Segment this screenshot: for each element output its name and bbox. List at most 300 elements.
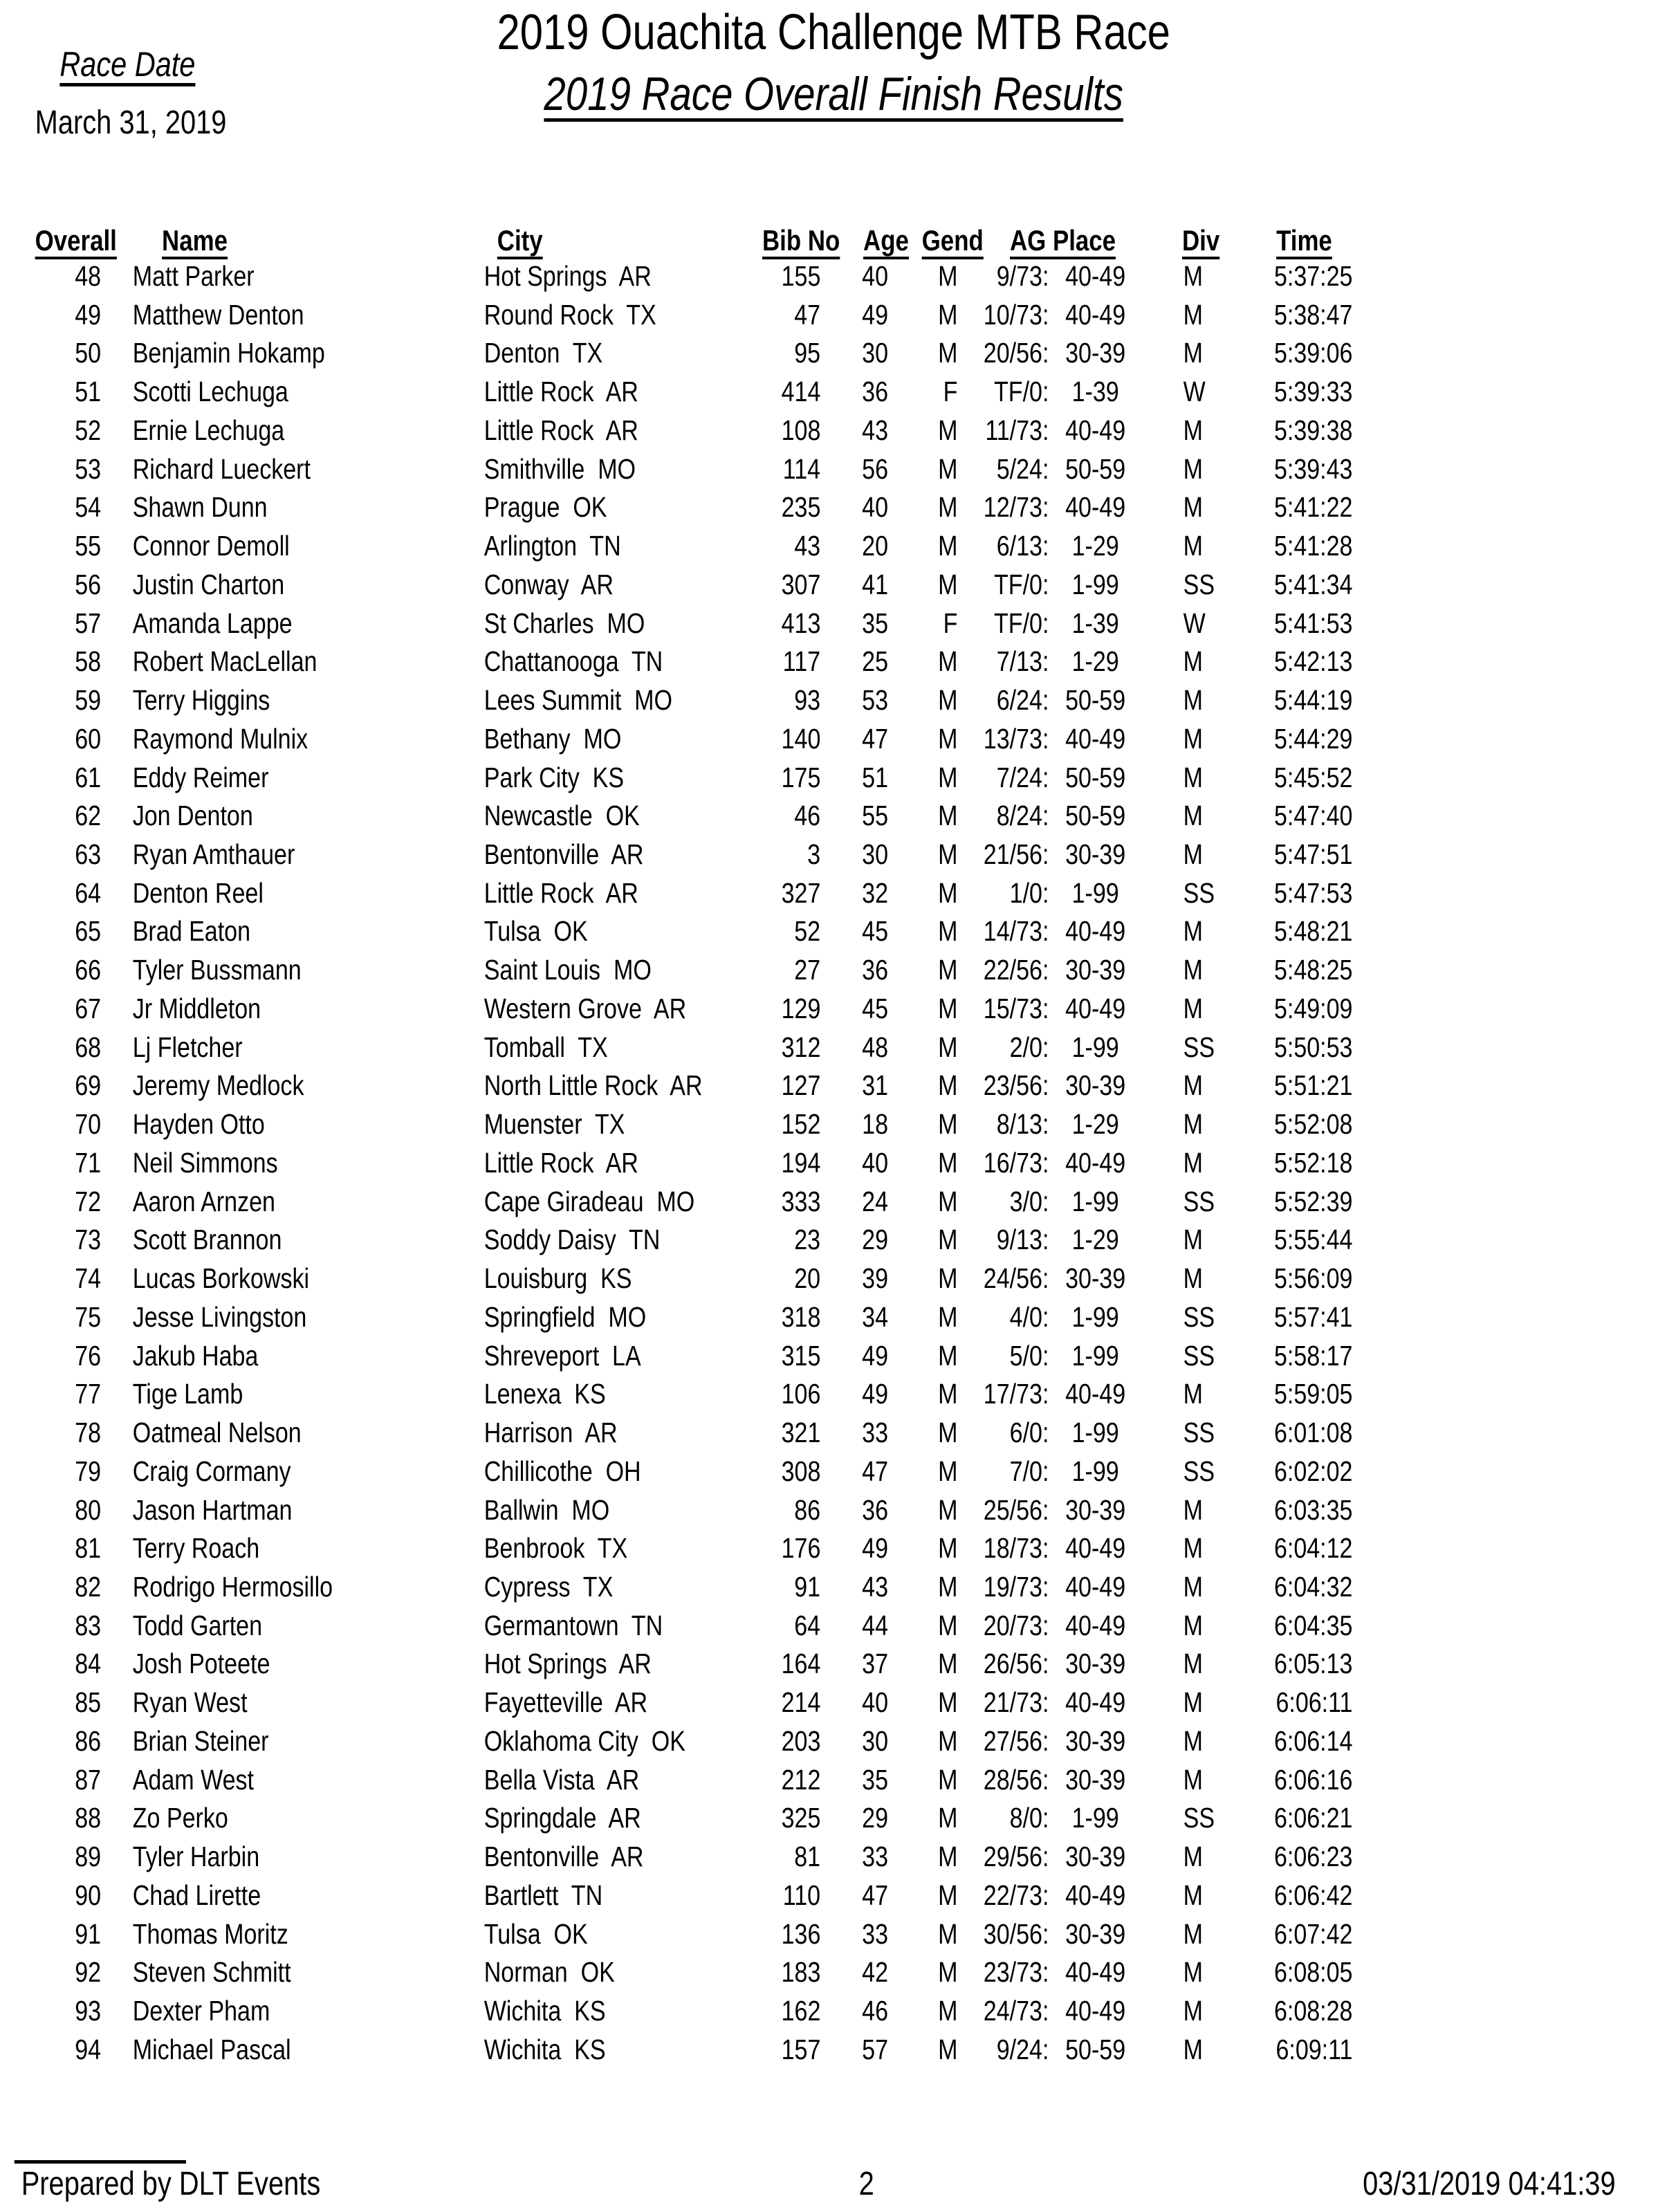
cell-name: Connor Demoll <box>132 530 290 562</box>
cell-name: Josh Poteete <box>132 1648 270 1680</box>
cell-name: Terry Roach <box>132 1532 260 1565</box>
cell-age: 56 <box>862 452 889 485</box>
cell-div: M <box>1183 761 1203 793</box>
cell-time: 5:52:18 <box>1273 1146 1353 1179</box>
cell-age: 43 <box>862 1570 889 1603</box>
cell-time: 6:08:28 <box>1273 1995 1353 2027</box>
cell-time: 5:52:08 <box>1273 1108 1353 1141</box>
cell-time: 6:05:13 <box>1273 1648 1353 1680</box>
cell-name: Tyler Bussmann <box>132 954 302 986</box>
cell-city: Muenster TX <box>483 1108 625 1141</box>
cell-ag-place-range: 30-39 <box>1065 1841 1126 1873</box>
cell-age: 30 <box>862 1724 889 1757</box>
cell-ag-place-rank: 5/24: <box>996 452 1049 485</box>
cell-ag-place-rank: 1/0: <box>1009 876 1049 909</box>
column-header-gend: Gend <box>921 224 984 257</box>
cell-overall: 84 <box>75 1648 102 1680</box>
cell-ag-place-range: 1-99 <box>1071 1802 1119 1834</box>
cell-ag-place-rank: 23/56: <box>983 1069 1049 1102</box>
cell-ag-place-rank: 30/56: <box>983 1917 1049 1950</box>
cell-bib-no: 318 <box>781 1300 821 1333</box>
cell-time: 5:55:44 <box>1273 1224 1353 1256</box>
cell-gend: M <box>938 1532 958 1565</box>
cell-gend: M <box>938 337 958 369</box>
table-row <box>0 566 1667 605</box>
cell-time: 6:02:02 <box>1273 1455 1353 1487</box>
cell-gend: M <box>938 684 958 717</box>
cell-name: Richard Lueckert <box>132 452 311 485</box>
cell-bib-no: 108 <box>781 414 821 446</box>
cell-time: 5:47:40 <box>1273 800 1353 832</box>
cell-ag-place-rank: 14/73: <box>983 915 1049 948</box>
cell-name: Matthew Denton <box>132 298 304 331</box>
cell-time: 5:41:22 <box>1273 491 1353 524</box>
cell-time: 5:42:13 <box>1273 645 1353 678</box>
cell-city: Conway AR <box>483 568 614 600</box>
cell-city: Springfield MO <box>483 1300 647 1333</box>
cell-name: Steven Schmitt <box>132 1956 291 1989</box>
cell-div: M <box>1183 414 1203 446</box>
cell-time: 5:56:09 <box>1273 1262 1353 1295</box>
footer-prepared-by: Prepared by DLT Events <box>21 2166 321 2202</box>
table-row <box>0 1298 1667 1337</box>
cell-time: 5:45:52 <box>1273 761 1353 793</box>
cell-ag-place-range: 40-49 <box>1065 1609 1126 1641</box>
cell-gend: M <box>938 761 958 793</box>
column-header-age: Age <box>863 224 909 257</box>
cell-ag-place-rank: 20/56: <box>983 337 1049 369</box>
cell-name: Todd Garten <box>132 1609 263 1641</box>
cell-gend: M <box>938 1378 958 1410</box>
cell-bib-no: 175 <box>781 761 821 793</box>
cell-overall: 49 <box>75 298 102 331</box>
cell-name: Denton Reel <box>132 876 264 909</box>
cell-city: Fayetteville AR <box>483 1686 648 1719</box>
cell-gend: M <box>938 260 958 292</box>
table-row <box>0 450 1667 489</box>
cell-ag-place-range: 40-49 <box>1065 1378 1126 1410</box>
cell-ag-place-range: 50-59 <box>1065 684 1126 717</box>
cell-div: M <box>1183 838 1203 871</box>
table-row <box>0 1607 1667 1646</box>
cell-ag-place-range: 40-49 <box>1065 992 1126 1024</box>
cell-gend: M <box>938 1455 958 1487</box>
cell-age: 40 <box>862 491 889 524</box>
cell-name: Thomas Moritz <box>132 1917 288 1950</box>
table-row <box>0 1529 1667 1568</box>
cell-overall: 80 <box>75 1493 102 1526</box>
cell-overall: 79 <box>75 1455 102 1487</box>
cell-gend: M <box>938 1417 958 1449</box>
cell-time: 6:06:14 <box>1273 1724 1353 1757</box>
cell-name: Shawn Dunn <box>132 491 268 524</box>
cell-ag-place-range: 1-29 <box>1071 530 1119 562</box>
cell-time: 5:58:17 <box>1273 1339 1353 1372</box>
cell-ag-place-range: 1-99 <box>1071 1031 1119 1063</box>
table-row <box>0 1953 1667 1992</box>
cell-div: SS <box>1183 1339 1215 1372</box>
cell-overall: 67 <box>75 992 102 1024</box>
cell-city: Bethany MO <box>483 722 622 755</box>
cell-overall: 81 <box>75 1532 102 1565</box>
cell-ag-place-rank: 2/0: <box>1009 1031 1049 1063</box>
cell-age: 42 <box>862 1956 889 1989</box>
cell-gend: M <box>938 1763 958 1796</box>
cell-overall: 52 <box>75 414 102 446</box>
cell-gend: F <box>943 376 958 408</box>
cell-bib-no: 321 <box>781 1417 821 1449</box>
cell-overall: 74 <box>75 1262 102 1295</box>
cell-time: 5:51:21 <box>1273 1069 1353 1102</box>
cell-div: M <box>1183 684 1203 717</box>
cell-ag-place-range: 40-49 <box>1065 915 1126 948</box>
page-subtitle: 2019 Race Overall Finish Results <box>544 68 1123 120</box>
cell-overall: 68 <box>75 1031 102 1063</box>
cell-div: M <box>1183 1069 1203 1102</box>
column-header-ag-place: AG Place <box>1009 224 1116 257</box>
cell-age: 41 <box>862 568 889 600</box>
cell-gend: M <box>938 1570 958 1603</box>
cell-div: M <box>1183 1224 1203 1256</box>
cell-name: Rodrigo Hermosillo <box>132 1570 333 1603</box>
cell-gend: M <box>938 838 958 871</box>
cell-gend: M <box>938 645 958 678</box>
cell-div: M <box>1183 1879 1203 1911</box>
cell-bib-no: 315 <box>781 1339 821 1372</box>
cell-gend: M <box>938 876 958 909</box>
cell-bib-no: 325 <box>781 1802 821 1834</box>
cell-age: 53 <box>862 684 889 717</box>
cell-overall: 70 <box>75 1108 102 1141</box>
cell-name: Tyler Harbin <box>132 1841 260 1873</box>
cell-div: M <box>1183 915 1203 948</box>
table-row <box>0 1221 1667 1260</box>
footer-divider-line <box>15 2160 186 2164</box>
cell-div: M <box>1183 530 1203 562</box>
cell-gend: M <box>938 452 958 485</box>
cell-overall: 56 <box>75 568 102 600</box>
cell-name: Scott Brannon <box>132 1224 282 1256</box>
cell-name: Adam West <box>132 1763 254 1796</box>
cell-city: Saint Louis MO <box>483 954 652 986</box>
cell-name: Craig Cormany <box>132 1455 291 1487</box>
cell-city: Wichita KS <box>483 1995 606 2027</box>
cell-city: Benbrook TX <box>483 1532 628 1565</box>
cell-city: Western Grove AR <box>483 992 687 1024</box>
cell-ag-place-range: 1-29 <box>1071 1108 1119 1141</box>
cell-time: 6:07:42 <box>1273 1917 1353 1950</box>
cell-gend: F <box>943 607 958 639</box>
table-row <box>0 257 1667 296</box>
cell-overall: 92 <box>75 1956 102 1989</box>
cell-time: 6:06:21 <box>1273 1802 1353 1834</box>
cell-gend: M <box>938 1262 958 1295</box>
cell-div: SS <box>1183 1455 1215 1487</box>
table-row <box>0 759 1667 798</box>
cell-div: M <box>1183 491 1203 524</box>
cell-city: Little Rock AR <box>483 376 638 408</box>
cell-ag-place-range: 40-49 <box>1065 414 1126 446</box>
cell-overall: 89 <box>75 1841 102 1873</box>
cell-age: 49 <box>862 1378 889 1410</box>
cell-bib-no: 203 <box>781 1724 821 1757</box>
cell-gend: M <box>938 992 958 1024</box>
cell-age: 36 <box>862 376 889 408</box>
cell-age: 40 <box>862 1146 889 1179</box>
cell-overall: 51 <box>75 376 102 408</box>
cell-gend: M <box>938 1956 958 1989</box>
cell-name: Chad Lirette <box>132 1879 261 1911</box>
cell-div: M <box>1183 992 1203 1024</box>
cell-div: M <box>1183 1146 1203 1179</box>
cell-bib-no: 164 <box>781 1648 821 1680</box>
cell-div: M <box>1183 1648 1203 1680</box>
table-row <box>0 1761 1667 1800</box>
cell-ag-place-range: 40-49 <box>1065 491 1126 524</box>
cell-ag-place-rank: 13/73: <box>983 722 1049 755</box>
cell-time: 5:47:51 <box>1273 838 1353 871</box>
cell-overall: 61 <box>75 761 102 793</box>
cell-age: 45 <box>862 992 889 1024</box>
cell-ag-place-range: 30-39 <box>1065 1763 1126 1796</box>
cell-gend: M <box>938 1031 958 1063</box>
cell-div: W <box>1183 376 1206 408</box>
cell-city: Soddy Daisy TN <box>483 1224 661 1256</box>
cell-age: 34 <box>862 1300 889 1333</box>
cell-time: 5:44:19 <box>1273 684 1353 717</box>
cell-gend: M <box>938 954 958 986</box>
cell-name: Hayden Otto <box>132 1108 265 1141</box>
cell-time: 6:06:42 <box>1273 1879 1353 1911</box>
cell-ag-place-range: 30-39 <box>1065 337 1126 369</box>
cell-bib-no: 3 <box>807 838 821 871</box>
cell-bib-no: 27 <box>794 954 821 986</box>
cell-bib-no: 95 <box>794 337 821 369</box>
cell-bib-no: 129 <box>781 992 821 1024</box>
cell-name: Jon Denton <box>132 800 253 832</box>
table-row <box>0 1915 1667 1954</box>
cell-div: SS <box>1183 1031 1215 1063</box>
cell-bib-no: 127 <box>781 1069 821 1102</box>
cell-ag-place-rank: 8/0: <box>1009 1802 1049 1834</box>
cell-div: SS <box>1183 1185 1215 1217</box>
cell-bib-no: 176 <box>781 1532 821 1565</box>
table-row <box>0 412 1667 450</box>
cell-city: Bella Vista AR <box>483 1763 640 1796</box>
cell-city: Bentonville AR <box>483 838 644 871</box>
cell-overall: 55 <box>75 530 102 562</box>
cell-name: Jr Middleton <box>132 992 261 1024</box>
race-date-value: March 31, 2019 <box>35 104 227 141</box>
cell-name: Ernie Lechuga <box>132 414 285 446</box>
cell-city: Norman OK <box>483 1956 615 1989</box>
cell-div: M <box>1183 337 1203 369</box>
cell-name: Tige Lamb <box>132 1378 243 1410</box>
cell-overall: 86 <box>75 1724 102 1757</box>
cell-bib-no: 194 <box>781 1146 821 1179</box>
cell-overall: 94 <box>75 2033 102 2065</box>
table-row <box>0 373 1667 412</box>
cell-div: M <box>1183 452 1203 485</box>
cell-age: 25 <box>862 645 889 678</box>
cell-age: 43 <box>862 414 889 446</box>
cell-gend: M <box>938 1339 958 1372</box>
table-row <box>0 643 1667 681</box>
cell-overall: 60 <box>75 722 102 755</box>
cell-city: Tulsa OK <box>483 915 588 948</box>
cell-bib-no: 106 <box>781 1378 821 1410</box>
cell-overall: 91 <box>75 1917 102 1950</box>
cell-age: 36 <box>862 954 889 986</box>
cell-div: SS <box>1183 876 1215 909</box>
cell-overall: 69 <box>75 1069 102 1102</box>
cell-div: M <box>1183 1532 1203 1565</box>
cell-gend: M <box>938 1841 958 1873</box>
cell-bib-no: 183 <box>781 1956 821 1989</box>
table-row <box>0 1067 1667 1105</box>
cell-age: 30 <box>862 838 889 871</box>
cell-ag-place-rank: 6/24: <box>996 684 1049 717</box>
cell-ag-place-range: 1-99 <box>1071 568 1119 600</box>
cell-age: 35 <box>862 607 889 639</box>
cell-city: Round Rock TX <box>483 298 656 331</box>
cell-gend: M <box>938 1648 958 1680</box>
table-row <box>0 1992 1667 2031</box>
cell-age: 40 <box>862 260 889 292</box>
cell-ag-place-rank: 9/24: <box>996 2033 1049 2065</box>
cell-city: Bentonville AR <box>483 1841 644 1873</box>
column-header-overall: Overall <box>35 224 117 257</box>
table-row <box>0 1877 1667 1915</box>
cell-ag-place-rank: 24/73: <box>983 1995 1049 2027</box>
cell-city: Ballwin MO <box>483 1493 610 1526</box>
table-row <box>0 874 1667 913</box>
cell-div: M <box>1183 1570 1203 1603</box>
table-body <box>0 257 1667 2070</box>
cell-ag-place-rank: 28/56: <box>983 1763 1049 1796</box>
column-header-city: City <box>497 224 543 257</box>
cell-ag-place-range: 1-99 <box>1071 1455 1119 1487</box>
cell-div: M <box>1183 1686 1203 1719</box>
cell-bib-no: 333 <box>781 1185 821 1217</box>
cell-bib-no: 91 <box>794 1570 821 1603</box>
cell-bib-no: 20 <box>794 1262 821 1295</box>
cell-age: 20 <box>862 530 889 562</box>
cell-name: Raymond Mulnix <box>132 722 308 755</box>
table-row <box>0 1568 1667 1607</box>
cell-overall: 65 <box>75 915 102 948</box>
cell-bib-no: 52 <box>794 915 821 948</box>
cell-time: 5:49:09 <box>1273 992 1353 1024</box>
cell-overall: 50 <box>75 337 102 369</box>
cell-gend: M <box>938 1724 958 1757</box>
cell-ag-place-range: 40-49 <box>1065 1532 1126 1565</box>
footer-page-number: 2 <box>858 2166 874 2202</box>
column-header-time: Time <box>1276 224 1332 257</box>
cell-city: Cape Giradeau MO <box>483 1185 695 1217</box>
cell-name: Jakub Haba <box>132 1339 259 1372</box>
cell-age: 49 <box>862 1339 889 1372</box>
cell-overall: 78 <box>75 1417 102 1449</box>
table-row <box>0 1144 1667 1183</box>
cell-bib-no: 312 <box>781 1031 821 1063</box>
cell-city: Little Rock AR <box>483 876 638 909</box>
cell-gend: M <box>938 1300 958 1333</box>
table-row <box>0 1414 1667 1453</box>
cell-city: Hot Springs AR <box>483 1648 652 1680</box>
cell-div: M <box>1183 1841 1203 1873</box>
cell-time: 6:04:32 <box>1273 1570 1353 1603</box>
cell-gend: M <box>938 568 958 600</box>
cell-bib-no: 307 <box>781 568 821 600</box>
page-title: 2019 Ouachita Challenge MTB Race <box>497 5 1170 60</box>
cell-ag-place-rank: 24/56: <box>983 1262 1049 1295</box>
cell-time: 5:39:33 <box>1273 376 1353 408</box>
cell-age: 32 <box>862 876 889 909</box>
cell-gend: M <box>938 1108 958 1141</box>
table-row <box>0 2031 1667 2070</box>
cell-city: Harrison AR <box>483 1417 618 1449</box>
cell-age: 39 <box>862 1262 889 1295</box>
cell-name: Eddy Reimer <box>132 761 269 793</box>
cell-bib-no: 86 <box>794 1493 821 1526</box>
cell-gend: M <box>938 1609 958 1641</box>
cell-ag-place-rank: 26/56: <box>983 1648 1049 1680</box>
cell-name: Aaron Arnzen <box>132 1185 275 1217</box>
cell-div: SS <box>1183 568 1215 600</box>
cell-bib-no: 23 <box>794 1224 821 1256</box>
cell-overall: 66 <box>75 954 102 986</box>
cell-time: 5:47:53 <box>1273 876 1353 909</box>
cell-city: Bartlett TN <box>483 1879 603 1911</box>
cell-ag-place-range: 50-59 <box>1065 2033 1126 2065</box>
cell-ag-place-rank: 10/73: <box>983 298 1049 331</box>
cell-overall: 71 <box>75 1146 102 1179</box>
cell-ag-place-range: 1-29 <box>1071 1224 1119 1256</box>
table-row <box>0 1453 1667 1491</box>
table-row <box>0 1375 1667 1414</box>
cell-ag-place-range: 30-39 <box>1065 1069 1126 1102</box>
cell-bib-no: 64 <box>794 1609 821 1641</box>
table-row <box>0 720 1667 759</box>
cell-ag-place-range: 30-39 <box>1065 1724 1126 1757</box>
cell-name: Amanda Lappe <box>132 607 293 639</box>
cell-div: M <box>1183 1956 1203 1989</box>
cell-bib-no: 43 <box>794 530 821 562</box>
cell-ag-place-range: 50-59 <box>1065 800 1126 832</box>
cell-city: Smithville MO <box>483 452 636 485</box>
cell-ag-place-range: 40-49 <box>1065 298 1126 331</box>
cell-gend: M <box>938 1879 958 1911</box>
cell-ag-place-range: 1-99 <box>1071 1417 1119 1449</box>
cell-div: M <box>1183 722 1203 755</box>
cell-city: Arlington TN <box>483 530 621 562</box>
cell-city: Cypress TX <box>483 1570 614 1603</box>
cell-overall: 62 <box>75 800 102 832</box>
cell-age: 48 <box>862 1031 889 1063</box>
cell-name: Brad Eaton <box>132 915 250 948</box>
cell-gend: M <box>938 800 958 832</box>
cell-time: 6:04:12 <box>1273 1532 1353 1565</box>
cell-overall: 64 <box>75 876 102 909</box>
cell-age: 44 <box>862 1609 889 1641</box>
cell-div: M <box>1183 2033 1203 2065</box>
cell-city: Louisburg KS <box>483 1262 632 1295</box>
cell-div: SS <box>1183 1802 1215 1834</box>
cell-ag-place-range: 40-49 <box>1065 722 1126 755</box>
cell-div: M <box>1183 645 1203 678</box>
cell-city: Newcastle OK <box>483 800 640 832</box>
